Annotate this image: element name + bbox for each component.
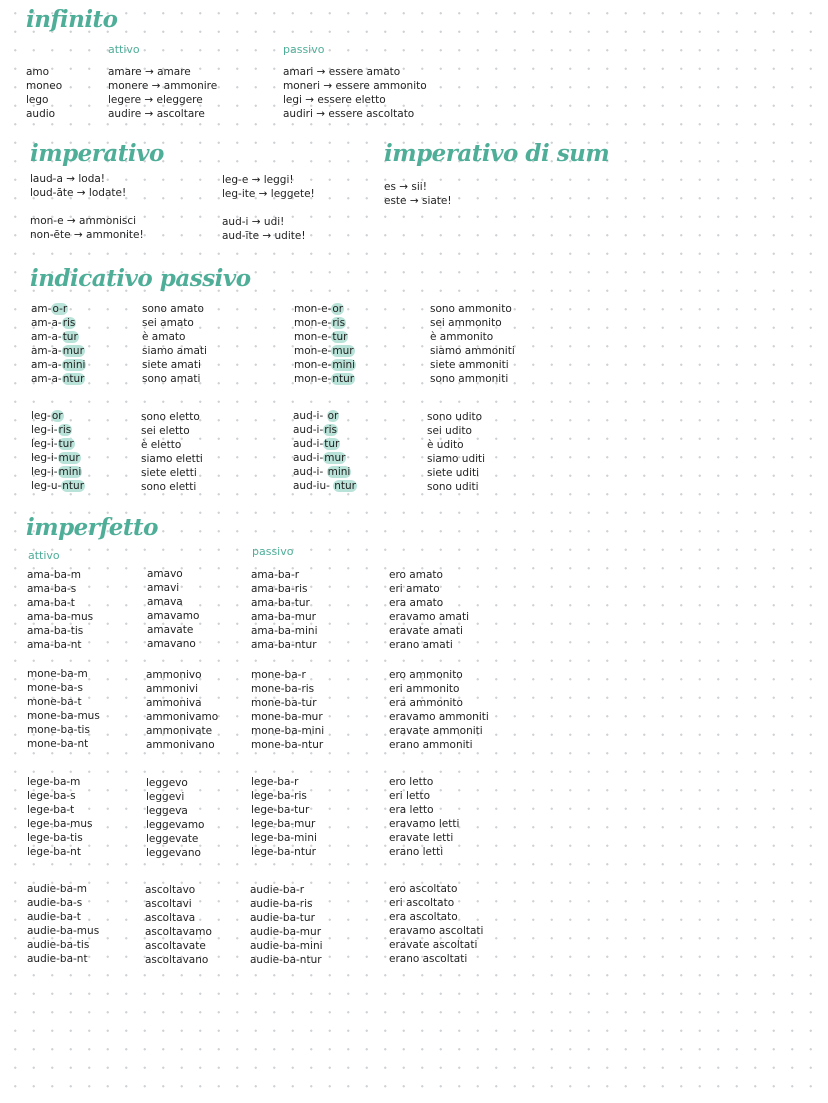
form: lege-ba-r	[251, 776, 299, 788]
form: mone-ba-mur	[251, 711, 323, 723]
translation: eri amato	[389, 583, 440, 595]
form: mone-ba-t	[27, 696, 82, 708]
passive-form: am-a-ntur	[31, 373, 85, 385]
passive-form: am-a-tur	[31, 331, 78, 343]
passive-form: aud-i- or	[293, 410, 339, 422]
imperfetto-lege-passive-translations	[389, 775, 459, 859]
translation: ero letto	[389, 776, 434, 788]
translation: ammonivo	[146, 669, 202, 681]
label-attivo: attivo	[28, 549, 60, 562]
imperativo-line: mon-e → ammonisci	[30, 215, 137, 227]
translation: amavate	[147, 624, 194, 636]
amo-passive-translations	[142, 302, 207, 386]
imperfetto-mone-translations	[146, 668, 218, 752]
translation: amava	[147, 596, 183, 608]
passive-form: aud-i-tur	[293, 438, 340, 450]
form: mone-ba-tis	[27, 724, 90, 736]
verb-line: moneo	[26, 80, 63, 92]
translation: leggevate	[146, 833, 199, 845]
passive-form: leg-i-mur	[31, 452, 80, 464]
form: ama-ba-mini	[251, 625, 318, 637]
imperativo-sum-lines	[384, 180, 452, 208]
translation: sono eletto	[141, 411, 200, 423]
form: lege-ba-tis	[27, 832, 83, 844]
passivo-line: legi → essere eletto	[283, 94, 386, 106]
translation: è ammonito	[430, 331, 494, 343]
translation: eravamo ammoniti	[389, 711, 489, 723]
lego-passive-translations	[141, 410, 203, 494]
section-title-infinito: infinito	[26, 6, 118, 33]
imperativo-sum-line: este → siate!	[384, 195, 452, 207]
translation: erano ammoniti	[389, 739, 473, 751]
translation: ascoltavamo	[145, 926, 212, 938]
label-attivo: attivo	[108, 43, 140, 56]
imperfetto-audie-forms	[27, 882, 99, 966]
form: audie-ba-mini	[250, 940, 323, 952]
passive-form: am-a-ris	[31, 317, 76, 329]
translation: sono amati	[142, 373, 201, 385]
passive-form: am-o-r	[31, 303, 68, 315]
passive-form: mon-e-ntur	[294, 373, 355, 385]
passive-form: leg-i-mini	[31, 466, 82, 478]
audio-passive-translations	[427, 410, 485, 494]
imperfetto-mone-passive-translations	[389, 668, 489, 752]
imperfetto-lege-passive	[251, 775, 317, 859]
form: audie-ba-tur	[250, 912, 315, 924]
passive-form: mon-e-or	[294, 303, 344, 315]
form: mone-ba-mini	[251, 725, 325, 737]
translation: siamo uditi	[427, 453, 486, 465]
form: audie-ba-mur	[250, 926, 322, 938]
form: audie-ba-tis	[27, 939, 90, 951]
translation: eri letto	[389, 790, 431, 802]
label-passivo: passivo	[252, 545, 294, 558]
form: lege-ba-ris	[251, 790, 307, 802]
label-passivo: passivo	[283, 43, 325, 56]
translation: siete amati	[142, 359, 201, 371]
translation: era ammonito	[389, 697, 463, 709]
passive-form: leg-or	[31, 410, 63, 422]
lego-passive-forms	[31, 409, 85, 493]
translation: erano letti	[389, 846, 444, 858]
imperativo-line: laud-a → loda!	[30, 173, 106, 185]
translation: ascoltavo	[145, 884, 196, 896]
form: ama-ba-ris	[251, 583, 308, 595]
translation: ascoltavano	[145, 954, 209, 966]
amo-passive-forms	[31, 302, 86, 386]
imperativo-line: leg-ite → leggete!	[222, 188, 315, 200]
form: ama-ba-mur	[251, 611, 316, 623]
attivo-line: amare → amare	[108, 66, 191, 78]
translation: siamo amati	[142, 345, 207, 357]
translation: sono udito	[427, 411, 483, 423]
translation: ero amato	[389, 569, 443, 581]
form: ama-ba-tis	[27, 625, 84, 637]
form: audie-ba-ntur	[250, 954, 322, 966]
verb-line: audio	[26, 108, 56, 120]
translation: ammonivi	[146, 683, 199, 695]
form: audie-ba-s	[27, 897, 83, 909]
passive-form: aud-i- mini	[293, 466, 351, 478]
translation: sono eletti	[141, 481, 197, 493]
imperfetto-ama-translations	[147, 567, 199, 651]
passive-form: am-a-mur	[31, 345, 84, 357]
imperfetto-ama-forms	[27, 568, 93, 652]
passive-form: am-a-mini	[31, 359, 86, 371]
infinito-attivo	[108, 65, 217, 121]
imperfetto-ama-passive-translations	[389, 568, 469, 652]
passive-form: mon-e-tur	[294, 331, 348, 343]
form: mone-ba-r	[251, 669, 306, 681]
section-title-indicativo-passivo: indicativo passivo	[30, 265, 251, 292]
imperativo-col2b	[222, 215, 306, 243]
translation: amavano	[147, 638, 196, 650]
passivo-line: amari → essere amato	[283, 66, 401, 78]
passivo-line: audiri → essere ascoltato	[283, 108, 415, 120]
form: mone-ba-nt	[27, 738, 89, 750]
verb-line: amo	[26, 66, 50, 78]
form: audie-ba-m	[27, 883, 88, 895]
audio-passive-forms	[293, 409, 357, 493]
translation: eravate amati	[389, 625, 463, 637]
imperfetto-lege-translations	[146, 776, 204, 860]
imperfetto-mone-passive	[251, 668, 324, 752]
passive-form: mon-e-mini	[294, 359, 356, 371]
imperfetto-audie-translations	[145, 883, 212, 967]
passive-form: leg-u-ntur	[31, 480, 85, 492]
translation: sono ammoniti	[430, 373, 509, 385]
translation: siamo ammoniti	[430, 345, 515, 357]
imperfetto-lege-forms	[27, 775, 93, 859]
form: ama-ba-t	[27, 597, 75, 609]
form: lege-ba-nt	[27, 846, 81, 858]
form: audie-ba-r	[250, 884, 305, 896]
form: ama-ba-ntur	[251, 639, 317, 651]
section-title-imperfetto: imperfetto	[26, 514, 159, 541]
form: audie-ba-mus	[27, 925, 100, 937]
form: mone-ba-ntur	[251, 739, 324, 751]
form: ama-ba-m	[27, 569, 82, 581]
passive-form: mon-e-mur	[294, 345, 354, 357]
translation: amavamo	[147, 610, 200, 622]
translation: ascoltavi	[145, 898, 192, 910]
translation: erano amati	[389, 639, 453, 651]
imperativo-sum-line: es → sii!	[384, 181, 427, 193]
translation: erano ascoltati	[389, 953, 468, 965]
attivo-line: legere → eleggere	[108, 94, 203, 106]
form: lege-ba-m	[27, 776, 81, 788]
translation: leggevi	[146, 791, 185, 803]
imperativo-line: leg-e → leggi!	[222, 174, 294, 186]
translation: sei udito	[427, 425, 472, 437]
form: ama-ba-r	[251, 569, 300, 581]
imperfetto-audie-passive	[250, 883, 323, 967]
translation: è amato	[142, 331, 186, 343]
translation: sei ammonito	[430, 317, 502, 329]
translation: sei amato	[142, 317, 194, 329]
translation: leggevano	[146, 847, 201, 859]
passive-form: aud-i-ris	[293, 424, 337, 436]
translation: eravate ammoniti	[389, 725, 483, 737]
infinito-verbs	[26, 65, 62, 121]
form: ama-ba-nt	[27, 639, 82, 651]
translation: sono amato	[142, 303, 204, 315]
imperativo-line: aud-īte → udite!	[222, 230, 306, 242]
infinito-passivo	[283, 65, 427, 121]
translation: siete uditi	[427, 467, 480, 479]
translation: eravate ascoltati	[389, 939, 478, 951]
form: mone-ba-s	[27, 682, 83, 694]
translation: siete ammoniti	[430, 359, 509, 371]
attivo-line: monere → ammonire	[108, 80, 218, 92]
translation: siete eletti	[141, 467, 197, 479]
translation: ascoltavate	[145, 940, 206, 952]
translation: ero ammonito	[389, 669, 463, 681]
form: ama-ba-tur	[251, 597, 310, 609]
form: ama-ba-mus	[27, 611, 94, 623]
translation: era letto	[389, 804, 434, 816]
form: audie-ba-ris	[250, 898, 313, 910]
form: mone-ba-tur	[251, 697, 317, 709]
form: ama-ba-s	[27, 583, 77, 595]
translation: era amato	[389, 597, 444, 609]
form: lege-ba-mus	[27, 818, 93, 830]
translation: amavi	[147, 582, 180, 594]
form: audie-ba-nt	[27, 953, 88, 965]
section-title-imperativo-sum: imperativo di sum	[384, 140, 610, 167]
translation: era ascoltato	[389, 911, 458, 923]
translation: eri ammonito	[389, 683, 460, 695]
translation: eravamo letti	[389, 818, 460, 830]
translation: eravate letti	[389, 832, 454, 844]
form: lege-ba-s	[27, 790, 76, 802]
imperativo-col2a	[222, 173, 315, 201]
form: mone-ba-ris	[251, 683, 315, 695]
form: audie-ba-t	[27, 911, 81, 923]
imperativo-line: loud-āte → lodate!	[30, 187, 127, 199]
translation: ero ascoltato	[389, 883, 458, 895]
translation: sono uditi	[427, 481, 479, 493]
passive-form: leg-i-ris	[31, 424, 72, 436]
translation: amavo	[147, 568, 183, 580]
translation: è udito	[427, 439, 464, 451]
form: mone-ba-m	[27, 668, 88, 680]
passive-form: mon-e-ris	[294, 317, 346, 329]
translation: ammonivano	[146, 739, 215, 751]
imperfetto-ama-passive	[251, 568, 318, 652]
imperativo-line: aud-i → udi!	[222, 216, 285, 228]
moneo-passive-forms	[294, 302, 356, 386]
passivo-line: moneri → essere ammonito	[283, 80, 427, 92]
form: lege-ba-mur	[251, 818, 316, 830]
translation: sono ammonito	[430, 303, 512, 315]
passive-form: leg-i-tur	[31, 438, 74, 450]
imperativo-col1a	[30, 172, 126, 200]
moneo-passive-translations	[430, 302, 515, 386]
translation: leggeva	[146, 805, 188, 817]
form: lege-ba-t	[27, 804, 75, 816]
translation: eravamo amati	[389, 611, 469, 623]
translation: ammonivate	[146, 725, 213, 737]
section-title-imperativo: imperativo	[30, 140, 164, 167]
imperativo-line: non-ēte → ammonite!	[30, 229, 144, 241]
translation: eravamo ascoltati	[389, 925, 484, 937]
translation: ascoltava	[145, 912, 196, 924]
passive-form: aud-iu- ntur	[293, 480, 356, 492]
translation: è eletto	[141, 439, 182, 451]
form: lege-ba-ntur	[251, 846, 316, 858]
passive-form: aud-i-mur	[293, 452, 346, 464]
translation: siamo eletti	[141, 453, 203, 465]
translation: ammonivamo	[146, 711, 219, 723]
translation: leggevo	[146, 777, 188, 789]
verb-line: lego	[26, 94, 49, 106]
translation: eri ascoltato	[389, 897, 455, 909]
attivo-line: audire → ascoltare	[108, 108, 205, 120]
form: lege-ba-mini	[251, 832, 317, 844]
translation: leggevamo	[146, 819, 205, 831]
translation: ammoniva	[146, 697, 202, 709]
imperfetto-mone-forms	[27, 667, 100, 751]
translation: sei eletto	[141, 425, 190, 437]
imperativo-col1b	[30, 214, 144, 242]
form: lege-ba-tur	[251, 804, 310, 816]
imperfetto-audie-passive-translations	[389, 882, 483, 966]
form: mone-ba-mus	[27, 710, 100, 722]
